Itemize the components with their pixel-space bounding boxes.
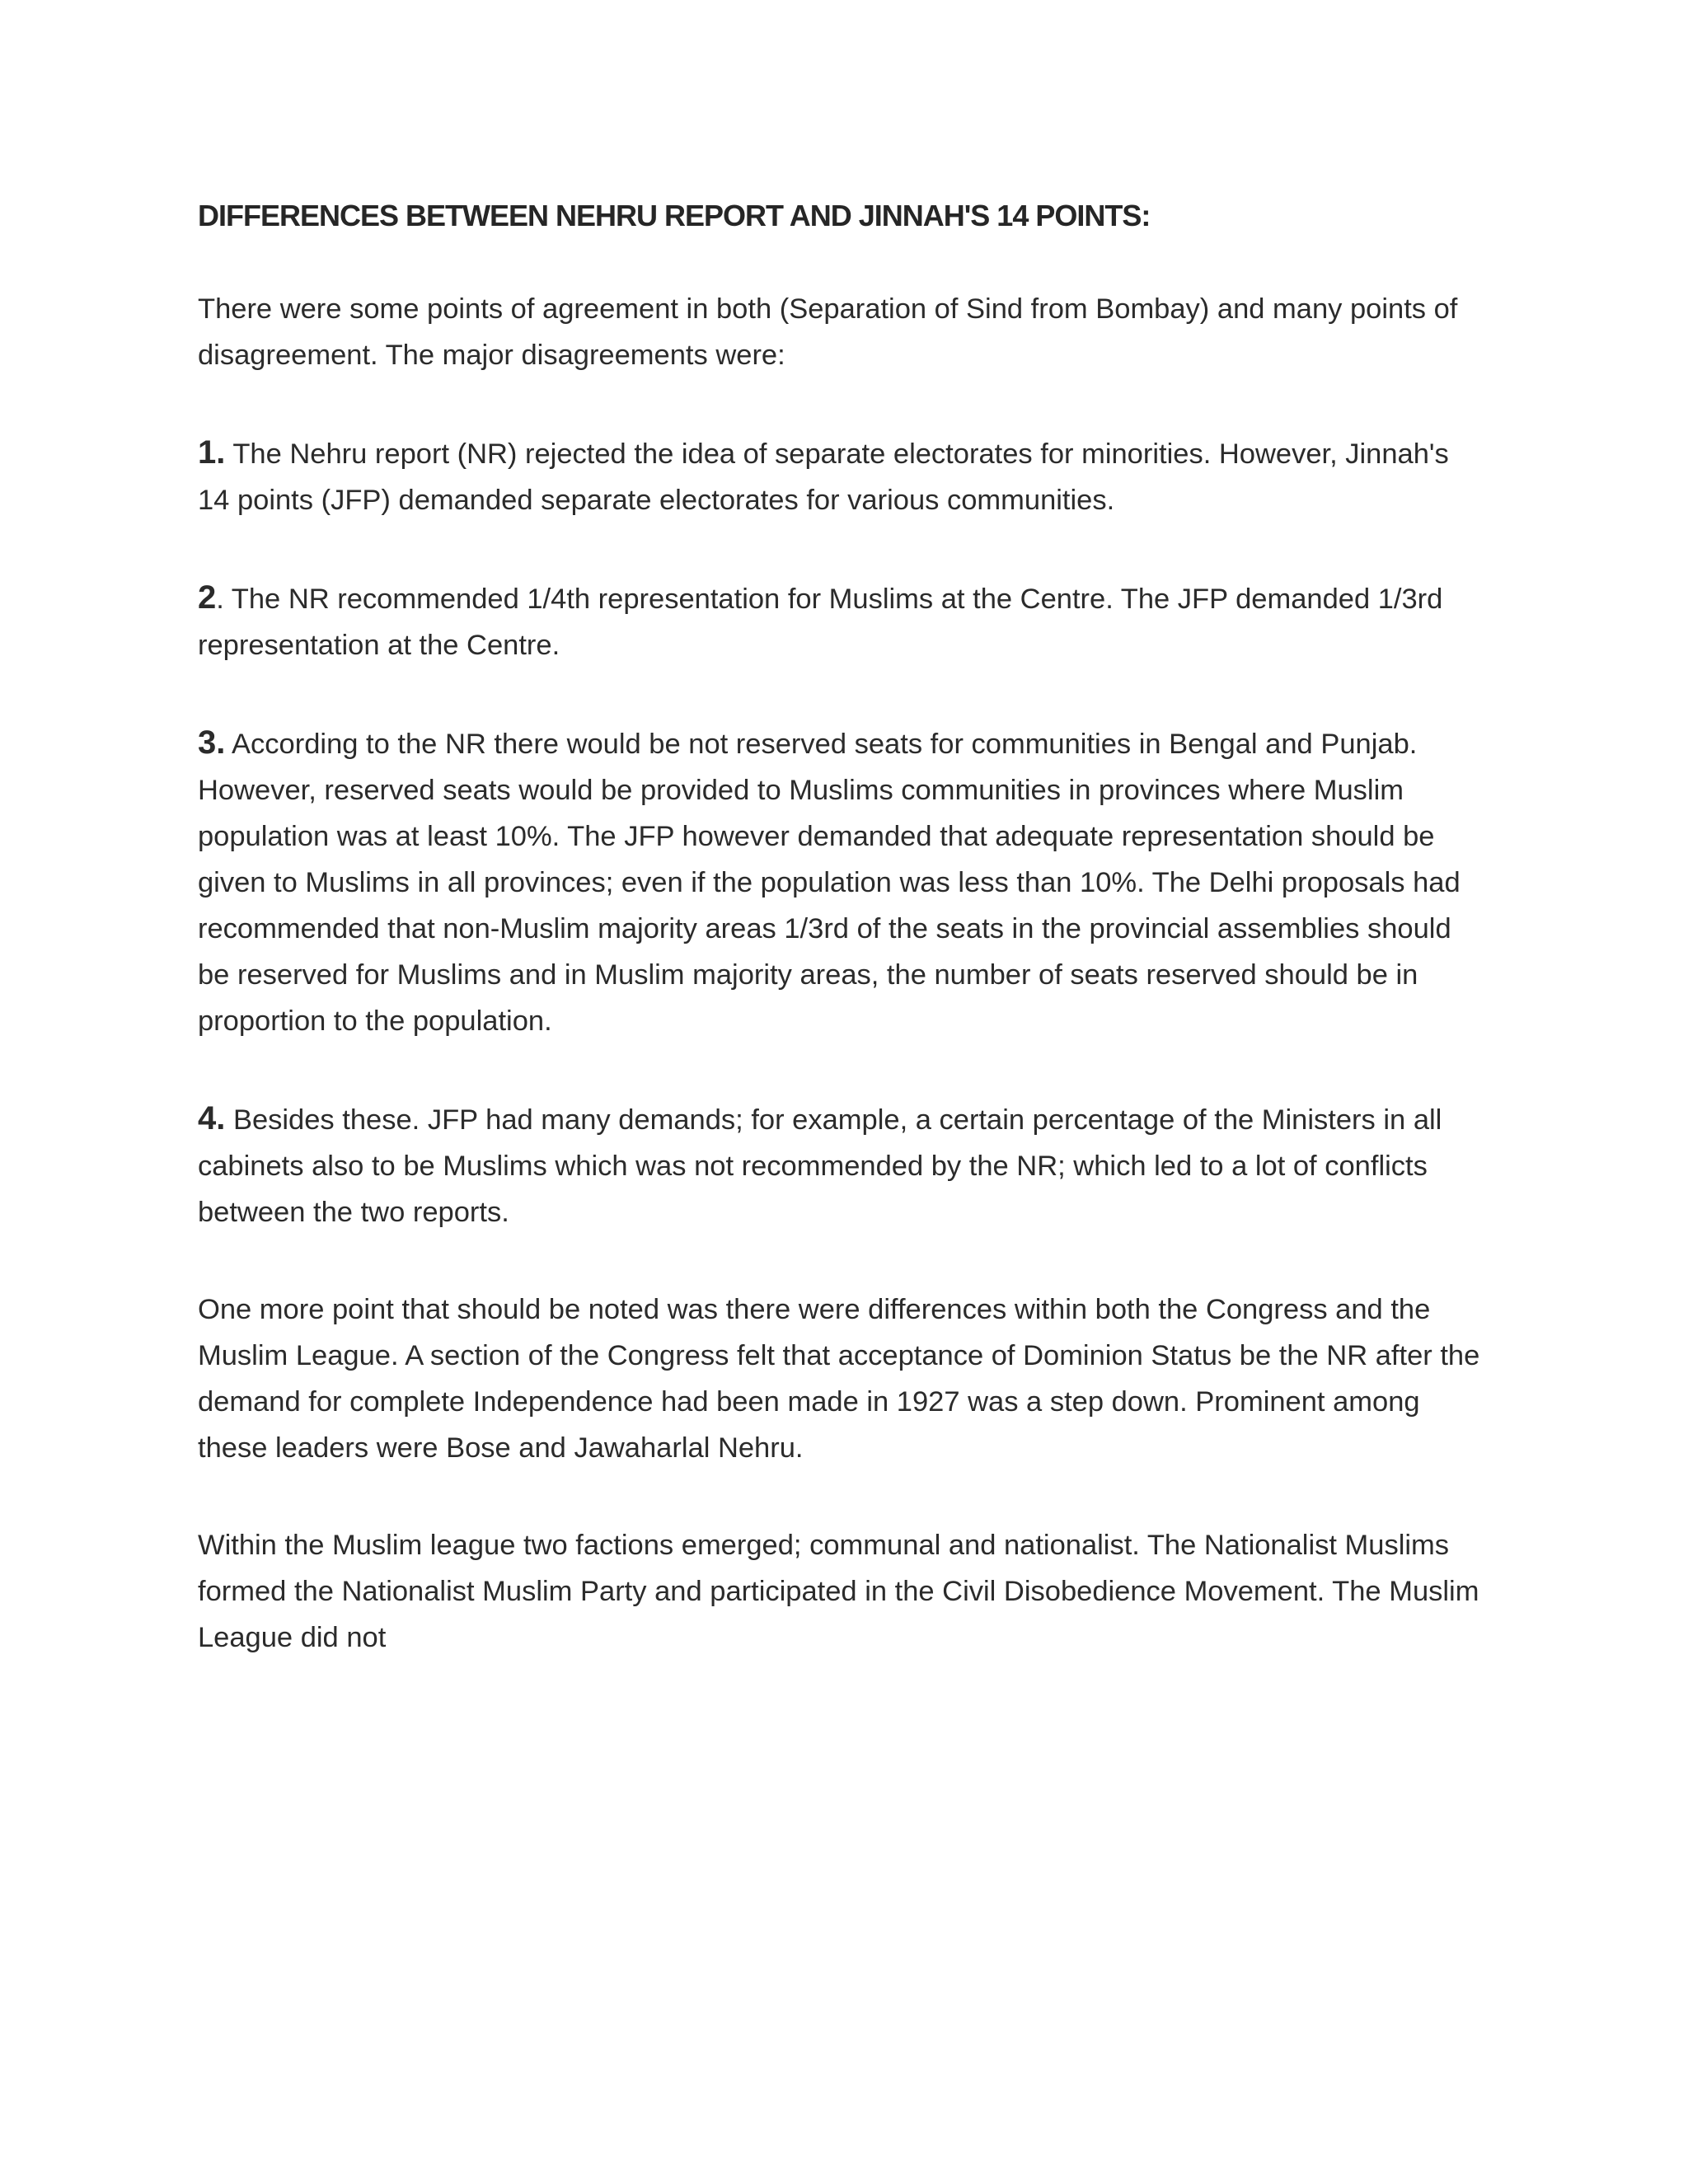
point-number: 4. <box>198 1100 226 1137</box>
point-text: The Nehru report (NR) rejected the idea of separate electorates for minorities. However, Jinnah's 14 points (JFP) demanded separate electorates for various communities. <box>198 438 1449 517</box>
point-1 <box>198 429 1484 523</box>
point-text: According to the NR there would be not reserved seats for communities in Bengal and Punjab. However, reserved seats would be provided to Muslims communities in provinces where Muslim population was at least 10%. The JFP however demanded that adequate representation should be given to Muslims in all provinces; even if the population was less than 10%. The Delhi proposals had recommended that non-Muslim majority areas 1/3rd of the seats in the provincial assemblies should be reserved for Muslims and in Muslim majority areas, the number of seats reserved should be in proportion to the population. <box>198 729 1461 1038</box>
point-number: 2 <box>198 579 217 616</box>
point-number: 1. <box>198 434 226 471</box>
intro-paragraph: There were some points of agreement in both (Separation of Sind from Bombay) and many points of disagreement. The major disagreements were: <box>198 293 1458 372</box>
document-title: DIFFERENCES BETWEEN NEHRU REPORT AND JINNAH'S 14 POINTS: <box>198 199 1151 232</box>
point-3 <box>198 719 1484 1044</box>
point-text: Besides these. JFP had many demands; for example, a certain percentage of the Ministers in all cabinets also to be Muslims which was not recommended by the NR; which led to a lot of conflicts between the two reports. <box>198 1104 1442 1229</box>
congress-paragraph: One more point that should be noted was there were differences within both the Congress and the Muslim League. A section of the Congress felt that acceptance of Dominion Status be the NR after the demand for complete Independence had been made in 1927 was a step down. Prominent among these leaders were Bose and Jawaharlal Nehru. <box>198 1294 1480 1465</box>
point-2 <box>198 574 1484 668</box>
document-page <box>198 198 1484 1661</box>
point-4 <box>198 1095 1484 1235</box>
point-number: 3. <box>198 724 226 762</box>
point-text: . The NR recommended 1/4th representation for Muslims at the Centre. The JFP demanded 1/3rd representation at the Centre. <box>198 583 1443 662</box>
muslim-league-paragraph: Within the Muslim league two factions emerged; communal and nationalist. The Nationalist Muslims formed the Nationalist Muslim Party and participated in the Civil Disobedience Movement. The Muslim League did not <box>198 1530 1479 1654</box>
